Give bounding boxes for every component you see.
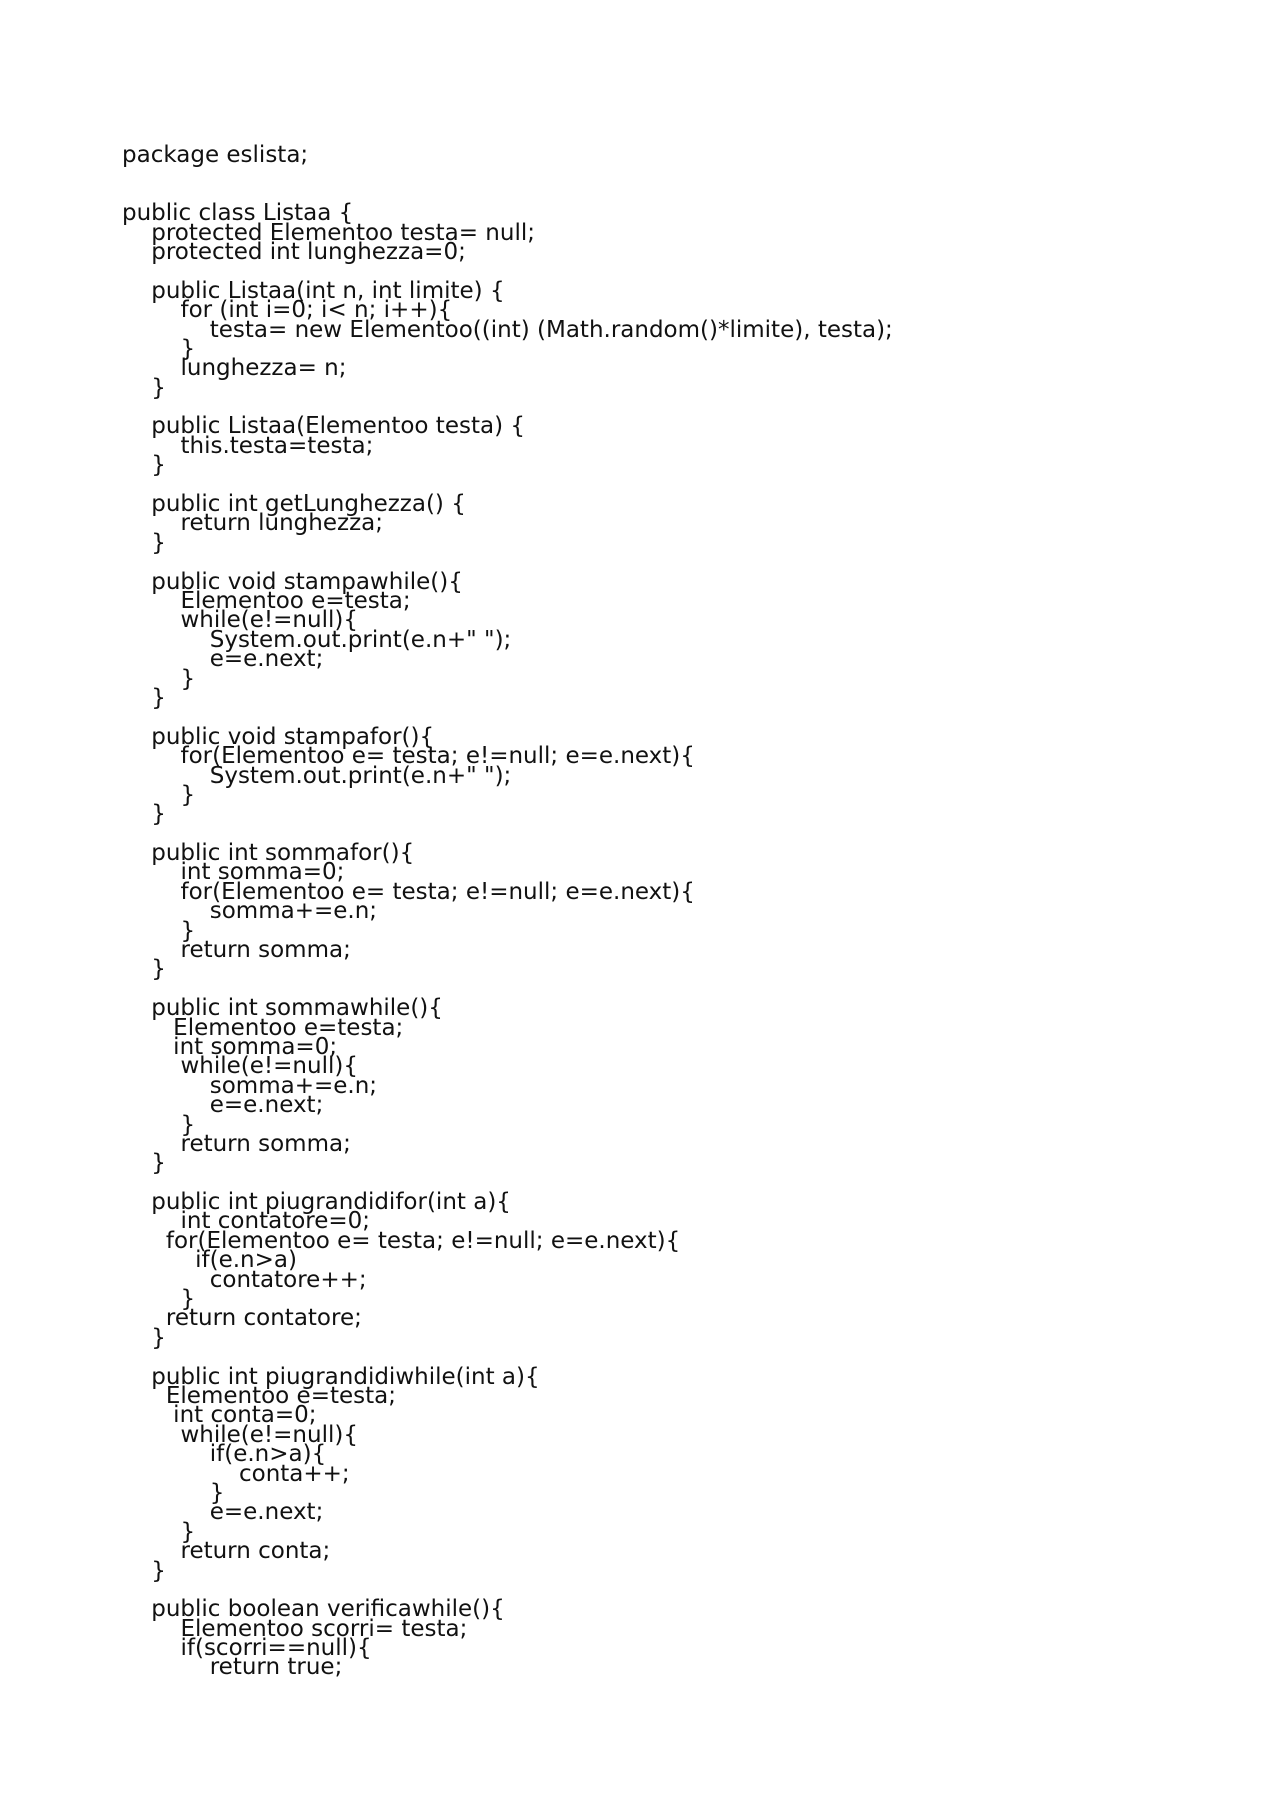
code-line: public int sommafor(){ bbox=[122, 840, 415, 867]
code-line: lunghezza= n; bbox=[122, 355, 347, 382]
code-line: return true; bbox=[122, 1654, 343, 1681]
code-line: } bbox=[122, 1286, 196, 1313]
code-line: conta++; bbox=[122, 1460, 350, 1487]
code-line: public int getLunghezza() { bbox=[122, 491, 466, 518]
code-line: Elementoo e=testa; bbox=[122, 1383, 396, 1409]
code-line: public Listaa(Elementoo testa) { bbox=[122, 413, 525, 440]
code-line: } bbox=[122, 1479, 225, 1506]
code-line: e=e.next; bbox=[122, 1092, 324, 1119]
code-line: int contatore=0; bbox=[122, 1208, 371, 1235]
code-line: public class Listaa { bbox=[122, 200, 354, 227]
code-line: System.out.print(e.n+" "); bbox=[122, 626, 512, 653]
code-line: } bbox=[122, 665, 196, 692]
code-line: if(e.n>a){ bbox=[122, 1441, 327, 1468]
code-line: public int piugrandidiwhile(int a){ bbox=[122, 1363, 540, 1390]
code-line: if(e.n>a) bbox=[122, 1247, 297, 1274]
code-line: this.testa=testa; bbox=[122, 432, 374, 459]
code-line: } bbox=[122, 529, 166, 556]
code-line: if(scorri==null){ bbox=[122, 1635, 372, 1662]
code-line: for(Elementoo e= testa; e!=null; e=e.next){ bbox=[122, 1227, 681, 1254]
blank-line bbox=[122, 165, 1222, 184]
code-line: } bbox=[122, 684, 166, 711]
code-line: return contatore; bbox=[122, 1305, 362, 1332]
code-line: } bbox=[122, 781, 196, 808]
code-line: while(e!=null){ bbox=[122, 1053, 358, 1080]
code-line: public void stampawhile(){ bbox=[122, 568, 463, 595]
code-line: public Listaa(int n, int limite) { bbox=[122, 277, 505, 304]
code-line: package eslista; bbox=[122, 142, 309, 168]
code-line: } bbox=[122, 956, 166, 983]
code-line: Elementoo e=testa; bbox=[122, 587, 411, 614]
code-line: public int piugrandidifor(int a){ bbox=[122, 1189, 511, 1216]
code-line: return conta; bbox=[122, 1538, 331, 1565]
code-line: System.out.print(e.n+" "); bbox=[122, 762, 512, 789]
code-line: Elementoo e=testa; bbox=[122, 1014, 404, 1041]
code-line: int somma=0; bbox=[122, 859, 345, 886]
code-line: public boolean verificawhile(){ bbox=[122, 1596, 505, 1623]
code-line: int conta=0; bbox=[122, 1402, 317, 1429]
code-line: return somma; bbox=[122, 1130, 351, 1157]
code-line: } bbox=[122, 801, 166, 828]
code-line: for (int i=0; i< n; i++){ bbox=[122, 297, 453, 324]
code-line: somma+=e.n; bbox=[122, 898, 378, 925]
code-line: while(e!=null){ bbox=[122, 607, 358, 634]
code-line: while(e!=null){ bbox=[122, 1421, 358, 1448]
code-line: } bbox=[122, 335, 196, 362]
code-line: return lunghezza; bbox=[122, 510, 383, 537]
code-line: } bbox=[122, 917, 196, 944]
code-line: return somma; bbox=[122, 937, 351, 964]
code-line: contatore++; bbox=[122, 1266, 367, 1293]
code-line: } bbox=[122, 1150, 166, 1177]
code-line: } bbox=[122, 1324, 166, 1351]
code-line: } bbox=[122, 1518, 196, 1545]
code-line: somma+=e.n; bbox=[122, 1072, 378, 1099]
code-line: public void stampafor(){ bbox=[122, 723, 435, 750]
code-line: protected Elementoo testa= null; bbox=[122, 219, 535, 246]
code-line: } bbox=[122, 374, 166, 401]
code-line: e=e.next; bbox=[122, 1499, 324, 1526]
java-source-code bbox=[122, 142, 1222, 1681]
code-line: } bbox=[122, 1111, 196, 1138]
code-line: protected int lunghezza=0; bbox=[122, 238, 466, 265]
code-line: testa= new Elementoo((int) (Math.random()*limite), testa); bbox=[122, 316, 893, 343]
code-line: e=e.next; bbox=[122, 646, 324, 673]
code-line: } bbox=[122, 452, 166, 479]
code-line: for(Elementoo e= testa; e!=null; e=e.next){ bbox=[122, 743, 695, 770]
code-line: public int sommawhile(){ bbox=[122, 995, 443, 1022]
code-line: Elementoo scorri= testa; bbox=[122, 1615, 468, 1642]
code-line: for(Elementoo e= testa; e!=null; e=e.next){ bbox=[122, 878, 695, 905]
code-line: } bbox=[122, 1557, 166, 1584]
code-line: int somma=0; bbox=[122, 1033, 338, 1060]
